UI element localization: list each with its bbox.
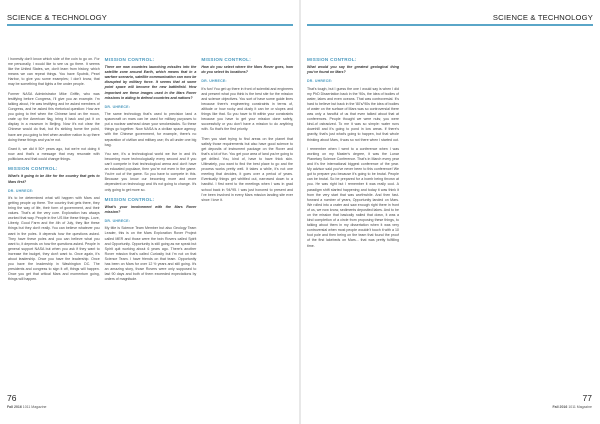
paragraph: I honestly don't know which side of the coin to go on. For me personally, I would like to see us go there. It seems like the United States, we, don't learn from history, which means we can repeat things. You have Sputnik, Pearl Harbor, to give you some examples; I don't know, that may be something that lights a fire under people. bbox=[8, 57, 100, 87]
column-2 bbox=[105, 57, 197, 287]
paragraph: You see, it's a technological world we live in and it's becoming more technologically every second and if you can't compete in that technological arena and don't have an educated populace, then you're not even in the game. You're out of the game. So you have to compete in this. Because you know our becoming more and more dependent on technology and it's not going to change. It's only going to get more so. bbox=[104, 151, 197, 192]
paragraph: Then you start trying to find areas on the planet that satisfy those requirements but also have good science to get deposits of instrument package on the Rover and that's a lot of fun. You get your area of land you're going to get drilled. You, kind of, have to have thick skin. Ultimately, you want to find the best place to go and the process works pretty well. It takes a while, it's not one meeting that decides, it goes over a period of years. Eventually things get whittled out, narrowed down to a handful. I first went to the meetings when I was in grad school back in '94/'95. I was just honored to present and I've been involved in every Mars mission landing site ever since I love it. bbox=[201, 136, 294, 202]
paragraph: Grant it, we did it 50+ years ago, but we're not doing it now and that's a message that may resonate with politicians and that could change things. bbox=[8, 146, 100, 162]
magazine-footer bbox=[553, 405, 592, 409]
issue-label: Fall 2016 bbox=[7, 405, 22, 409]
section-header: SCIENCE & TECHNOLOGY bbox=[492, 13, 593, 22]
interview-question: What would you say the greatest geological thing you've found on Mars? bbox=[307, 65, 399, 75]
magazine-title: 1011 Magazine bbox=[568, 405, 592, 409]
column-5-empty bbox=[404, 57, 496, 253]
left-page bbox=[0, 0, 299, 424]
left-columns bbox=[8, 57, 293, 287]
interview-question: What's it going to be like for the country that gets to Mars first? bbox=[8, 174, 100, 184]
speaker-label: DR. UHRECE: bbox=[104, 219, 131, 224]
header-rule bbox=[307, 24, 593, 26]
paragraph: That's tough, but I guess the one I would say is when I did my PhD Dissertation back in the '90s, the idea of bodies of water, lakes and even oceans. That was controversial. It's hard to believe but back in the '80's/'90s the idea of bodies of water on the surface of Mars was so controversial there was only a handful of us that even talked about that at conferences. People thought we were nuts; you were kind-of ostracized. To me it was so simple: water runs downhill and it's going to pond in low areas. If there's gravity, that's just what's going to happen, but that whole thinking about Mars, it was so not there when I started out. bbox=[307, 86, 399, 142]
column-1 bbox=[8, 57, 100, 287]
speaker-label: DR. UHRECE: bbox=[201, 79, 227, 84]
mission-control-label: MISSION CONTROL: bbox=[104, 57, 155, 62]
mission-control-label: MISSION CONTROL: bbox=[307, 57, 357, 62]
page-number: 77 bbox=[582, 393, 592, 403]
right-page bbox=[301, 0, 600, 424]
interview-question: There are now countries launching missiles into the satellite zone around Earth, which means that in a warfare scenario, satellite communication can now be disrupted by military force. It seems that at some point space will become the new battlefield. How important are these images used in the Mars Rover missions in aiding to defend countries and nations? bbox=[104, 65, 197, 100]
paragraph: My title is Science Team Member but also Geology Team Leader, this is on the Mars Exploration Rover Project called MER and those were the twin Rovers called Spirit and Opportunity. Opportunity is still going as we speak but Spirit quit working about 6 years ago. There's another Rover mission that's called Curiosity but I'm not on that Science Team. I have friends on that team. Opportunity has been on Mars for over 12 ½ years and still going. It's an amazing story, those Rovers were only supposed to last 90 days and both of them exceeded expectations by orders of magnitude. bbox=[104, 226, 197, 282]
speaker-label: DR. UHRECE: bbox=[307, 79, 333, 84]
paragraph: It's fun! You get up there in front of scientist and engineers and present what you think is the best site for the mission and science objectives. You sort of have some guide lines because there's engineering constraints in terms of, altitude or how rocky and dusty it can be or slopes and things like that. So you have to fit within your constraints because you have to get your mission done safely, successfully or you don't have a mission to do anything with. So that's the first priority. bbox=[201, 86, 294, 132]
column-3 bbox=[201, 57, 293, 287]
mission-control-label: MISSION CONTROL: bbox=[8, 166, 58, 172]
issue-label: Fall 2016 bbox=[552, 405, 568, 409]
section-header: SCIENCE & TECHNOLOGY bbox=[7, 13, 108, 22]
column-4 bbox=[307, 57, 399, 253]
paragraph: It's to be determined what will happen with Mars and getting people up there. The country that gets there, they bring the way of life, their form of government, and their values. That's at the very core. Exploration has always worked that way. People in the US like these things. Love, Liberty, Good Farm and the 4th of July, they like these things but they don't really. You can believe whatever you want in the poles. It depends how the questions asked. They have these poles and you can believe what you want to, it depends on how the questions asked. People in general support NASA but when you ask if they want to increase the budget, they don't want to. Once again, it's about leadership. Once you have the leadership. Once you have the leadership in Washington DC. The presidents and congress to sign it off, things will happen. Once you get that critical Mars and momentum going, things will happen. bbox=[8, 195, 100, 282]
interview-question: What's your involvement with the Mars Rover mission? bbox=[104, 204, 197, 214]
magazine-footer bbox=[7, 405, 46, 409]
paragraph: The same technology that's used to precision land a spacecraft on mars can be used for military purposes to put a nuclear warhead down your smokestacks. So these things go together. Now NASA is a civilian space agency, with the Chinese government, for example, there's no separation of civilian and military use; it's all under one big bag. bbox=[104, 112, 197, 147]
header-rule bbox=[7, 24, 293, 26]
speaker-label: DR. UHRECE: bbox=[8, 188, 34, 193]
page-number: 76 bbox=[7, 393, 17, 403]
mission-control-label: MISSION CONTROL: bbox=[104, 196, 155, 202]
column-6-empty bbox=[501, 57, 593, 253]
right-columns bbox=[307, 57, 594, 253]
interview-question: How do you select where the Mars Rover goes, how do you select its locations? bbox=[201, 65, 294, 75]
paragraph: I remember when I went to a conference when I was working on my Master's degree, it was the Lunar Planetary Science Conference. That's in March every year and it's the international biggest conference of the year. My advisor said you've never been to this conference! We got to prepare you because it's going to be brutal. People can be brutal. So be prepared for a bomb being thrown at you. He was right but I remember it was really cool. A paradigm shift started happening and today it was think it from the very start that was worthwhile. And then fast-forward a number of years, Opportunity landed on Mars. We rolled into a crater and saw enough right there in front of us, we now know, sediments deposited lakes. And to be on the mission that basically nailed that down, it was a kind completion of a circle from proposing these things, to talking about them in my dissertation when it was very controversial when most people wouldn't touch it with a 10 foot pole and then being on the team that found the proof of the first lakebeds on Mars... that was pretty fulfilling time. bbox=[307, 146, 399, 248]
mission-control-label: MISSION CONTROL: bbox=[201, 57, 252, 62]
paragraph: Former NASA Administrator Mike Griffin, who was testifying before Congress, I'll give you an example. I'm talking about, He was testifying and he asked members of Congress, and he asked this rhetorical question: How are you going to feel when the Chinese land on the moon, crate up the American flag, bring it back and put it on display in a museum in Beijing. Now it's not clear the Chinese would do that, but it's striking home the point, have are you going to feel when another nation is up there doing these things and you're not. bbox=[8, 91, 100, 142]
speaker-label: DR. UHRECE: bbox=[104, 104, 131, 109]
magazine-title: 1011 Magazine bbox=[22, 405, 47, 409]
